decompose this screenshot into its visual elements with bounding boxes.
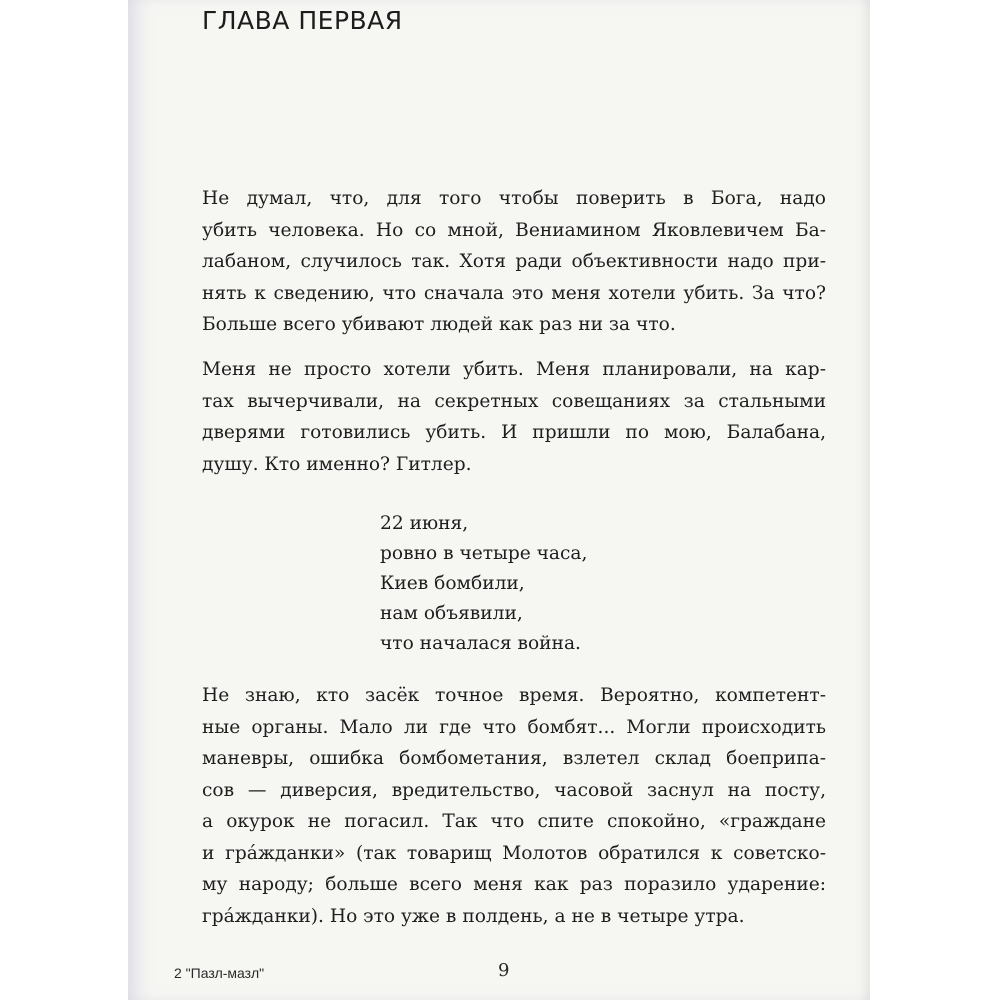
verse-block [380, 509, 587, 659]
verse-line: Киев бомбили, [380, 573, 525, 594]
text-line: сов — диверсия, вредительство, часовой заснул на посту, [202, 779, 826, 801]
paragraph-3 [202, 680, 826, 932]
text-line: му народу; больше всего меня как раз поразило ударение: [202, 874, 826, 895]
book-page [128, 0, 870, 1000]
signature-mark: 2 "Пазл-мазл" [174, 965, 265, 981]
text-line: нять к сведению, что сначала это меня хотели убить. За что? [202, 282, 826, 304]
page-number: 9 [498, 960, 510, 981]
text-line: Больше всего убивают людей как раз ни за что. [202, 314, 676, 335]
text-line: тах вычерчивали, на секретных совещаниях за стальными [202, 390, 826, 412]
text-line: душу. Кто именно? Гитлер. [202, 453, 472, 475]
chapter-title: ГЛАВА ПЕРВАЯ [202, 6, 403, 35]
verse-line: что началася война. [380, 633, 581, 654]
verse-line: 22 июня, [380, 513, 469, 534]
text-line: Меня не просто хотели убить. Меня планировали, на кар- [202, 359, 826, 380]
text-line: гра́жданки). Но это уже в полдень, а не в четыре утра. [202, 905, 745, 927]
verse-line: нам объявили, [380, 603, 523, 624]
paragraph-1 [202, 183, 826, 341]
paragraph-2 [202, 354, 826, 480]
text-line: Не знаю, кто засёк точное время. Вероятно, компетент- [202, 685, 826, 706]
text-line: а окурок не погасил. Так что спите спокойно, «граждане [202, 811, 826, 832]
text-line: и гра́жданки» (так товарищ Молотов обратился к советско- [202, 842, 826, 864]
text-line: маневры, ошибка бомбометания, взлетел склад боеприпа- [202, 748, 826, 769]
text-line: убить человека. Но со мной, Вениамином Яковлевичем Ба- [202, 219, 826, 241]
text-line: дверями готовились убить. И пришли по мою, Балабана, [202, 422, 826, 443]
text-line: ные органы. Мало ли где что бомбят... Могли происходить [202, 716, 826, 738]
verse-line: ровно в четыре часа, [380, 543, 588, 564]
text-line: Не думал, что, для того чтобы поверить в Бога, надо [202, 188, 826, 209]
text-line: лабаном, случилось так. Хотя ради объективности надо при- [202, 251, 826, 272]
